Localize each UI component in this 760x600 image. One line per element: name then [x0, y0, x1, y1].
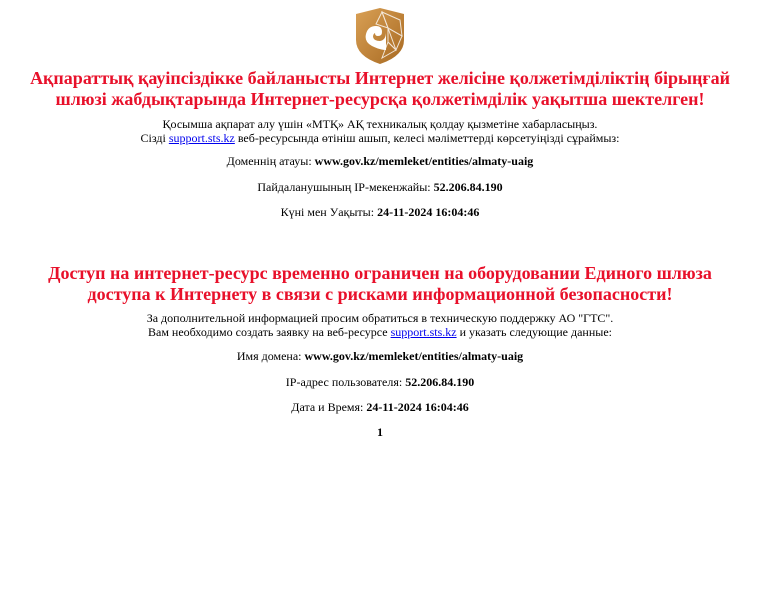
ru-info-line2-post: и указать следующие данные:: [456, 325, 613, 339]
kz-domain-label: Доменнің атауы:: [226, 154, 315, 168]
ru-ip-row: [0, 375, 760, 389]
ru-ip-value: 52.206.84.190: [405, 375, 475, 389]
kz-ip-value: 52.206.84.190: [433, 180, 503, 194]
kz-date-row: [0, 205, 760, 219]
kz-headline: Ақпараттық қауіпсіздікке байланысты Интернет желісіне қолжетімділіктің бірыңғай шлюзі жабдықтарында Интернет-ресурсқа қолжетімділік уақытша шектелген!: [30, 68, 730, 109]
footer-marker: 1: [377, 425, 383, 439]
ru-domain-value: www.gov.kz/memleket/entities/almaty-uaig: [304, 349, 524, 363]
kz-support-link[interactable]: support.sts.kz: [168, 131, 235, 145]
kz-domain-value: www.gov.kz/memleket/entities/almaty-uaig: [314, 154, 534, 168]
ru-support-link[interactable]: support.sts.kz: [390, 325, 457, 339]
ru-date-value: 24-11-2024 16:04:46: [366, 400, 469, 414]
ru-domain-row: [0, 349, 760, 363]
ru-date-label: Дата и Время:: [291, 400, 367, 414]
kz-ip-label: Пайдаланушының IP-мекенжайы:: [257, 180, 434, 194]
kz-info-line2-pre: Сізді: [140, 131, 169, 145]
kz-date-value: 24-11-2024 16:04:46: [377, 205, 480, 219]
ru-info-line2: [0, 325, 760, 339]
ru-info-line1-text: За дополнительной информацией просим обратиться в техническую поддержку АО "ГТС".: [146, 311, 614, 325]
kz-info-line1-text: Қосымша ақпарат алу үшін «МТҚ» АҚ техникалық қолдау қызметіне хабарласыңыз.: [162, 117, 598, 131]
kz-ip-row: [0, 180, 760, 194]
footer-marker-row: [0, 425, 760, 439]
ru-ip-label: IP-адрес пользователя:: [285, 375, 406, 389]
shield-emblem-icon: [352, 6, 408, 66]
ru-info-line1: [0, 311, 760, 325]
ru-date-row: [0, 400, 760, 414]
kz-info-line2-post: веб-ресурсында өтініш ашып, келесі мәліметтерді көрсетуіңізді сұраймыз:: [234, 131, 620, 145]
kz-info-line1: [0, 117, 760, 131]
kz-info-line2: [0, 131, 760, 145]
kz-section: [0, 68, 760, 110]
ru-info-line2-pre: Вам необходимо создать заявку на веб-ресурсе: [147, 325, 391, 339]
kz-domain-row: [0, 154, 760, 168]
kz-date-label: Күні мен Уақыты:: [280, 205, 378, 219]
ru-section: [0, 263, 760, 305]
ru-info: [0, 311, 760, 339]
kz-info: [0, 117, 760, 145]
ru-headline: Доступ на интернет-ресурс временно ограничен на оборудовании Единого шлюза доступа к Интернету в связи с рисками информационной безопасности!: [48, 263, 712, 304]
ru-domain-label: Имя домена:: [236, 349, 305, 363]
